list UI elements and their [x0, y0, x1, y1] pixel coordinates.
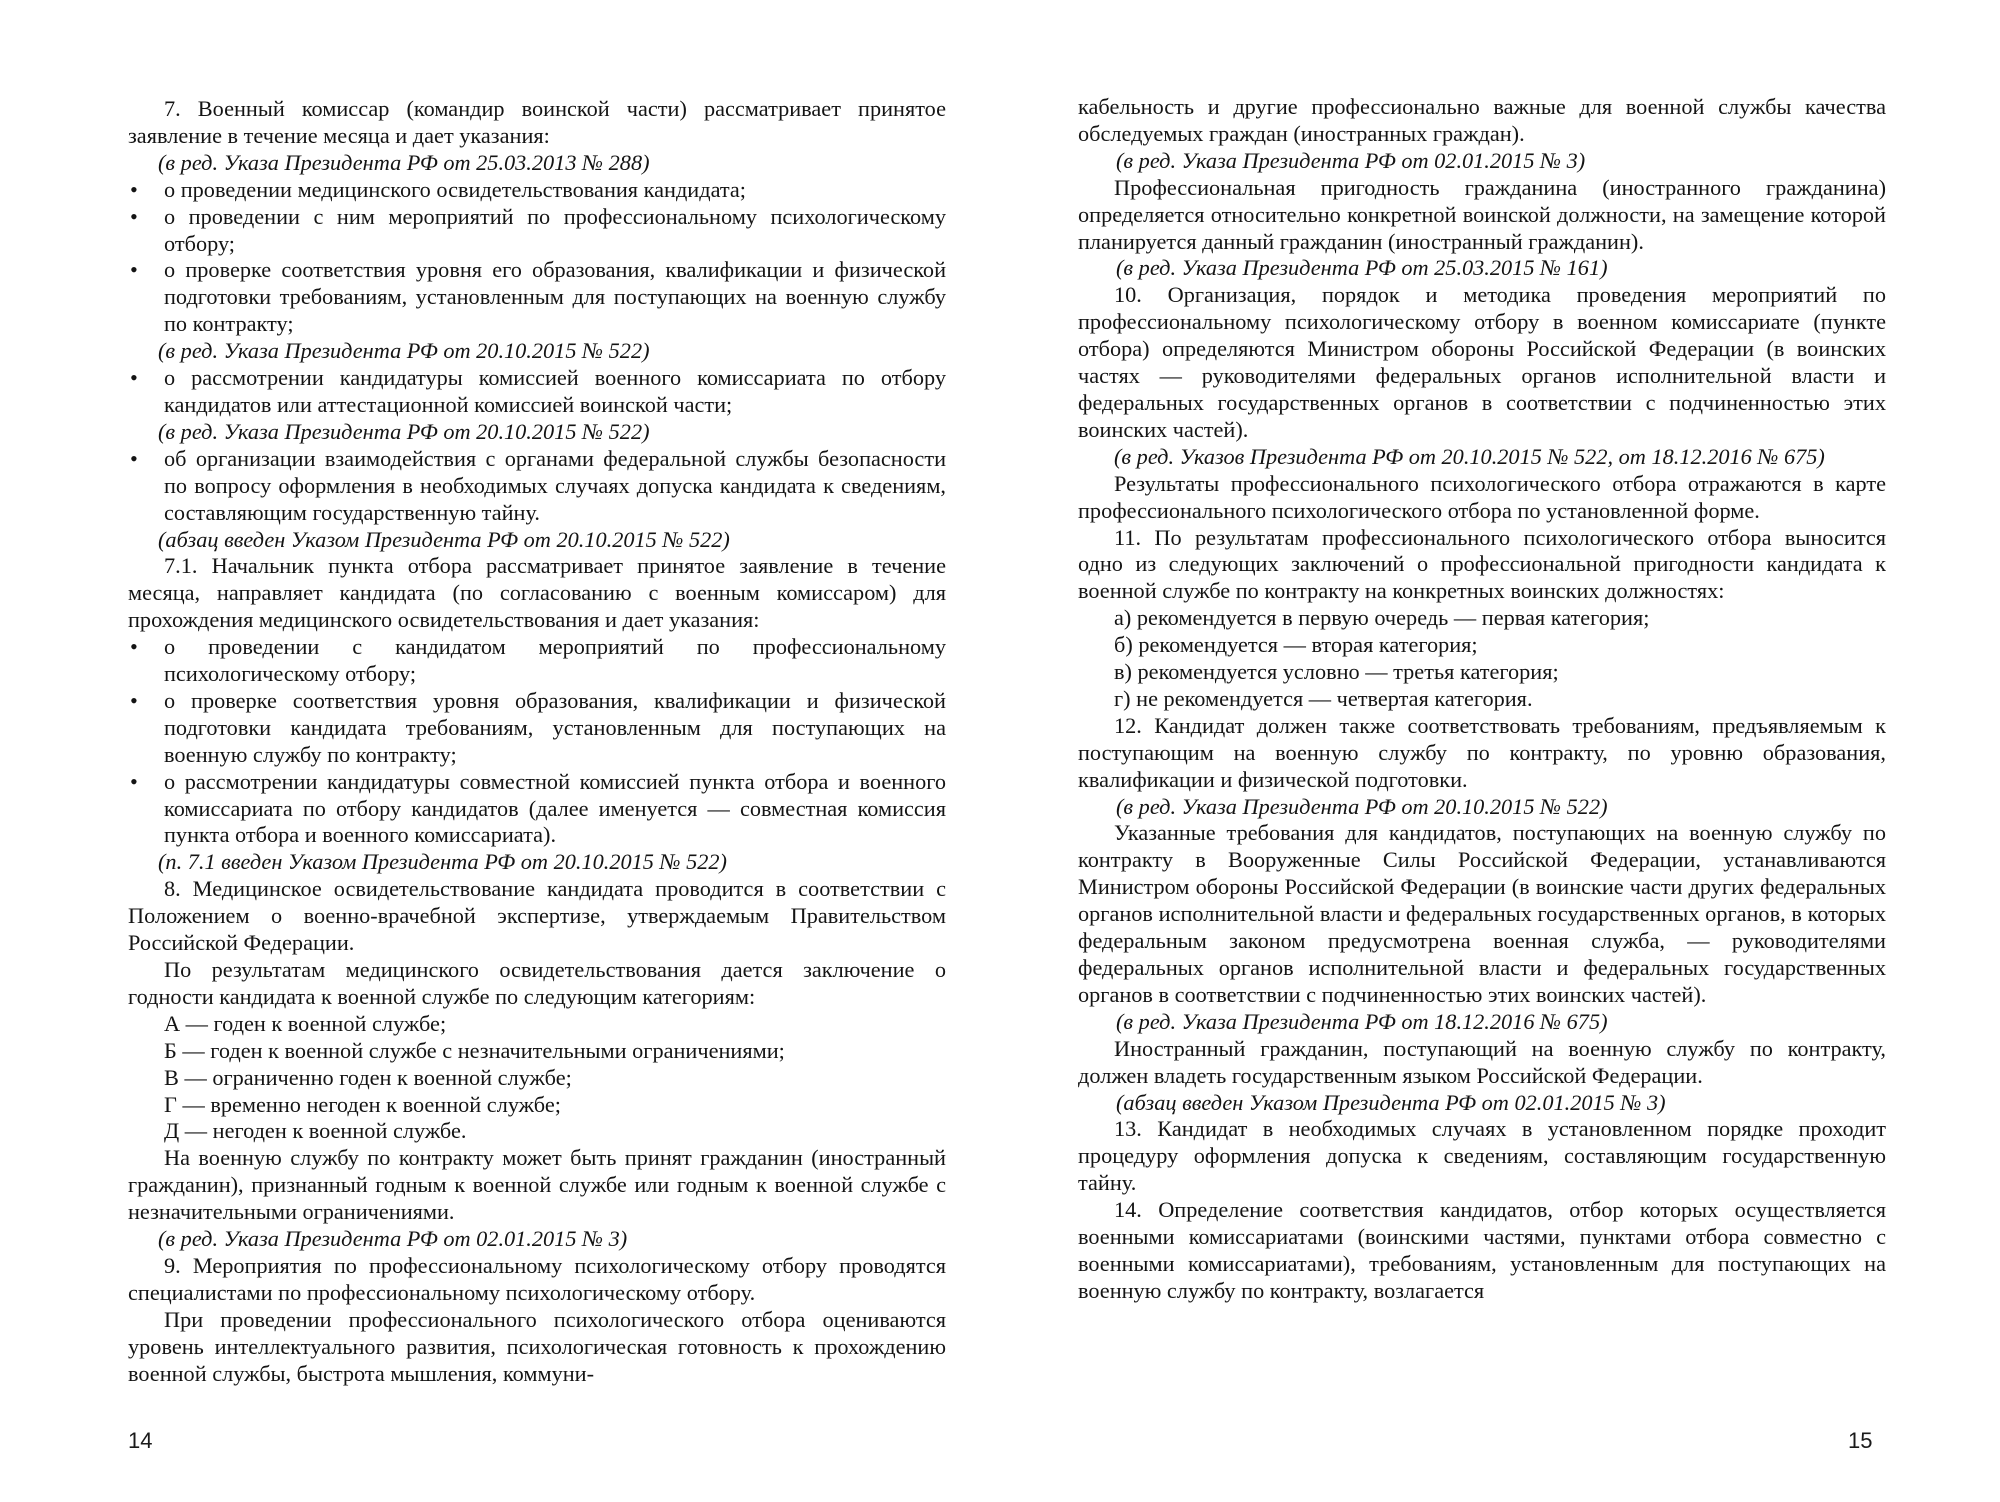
category-line: а) рекомендуется в первую очередь — первая категория;: [1114, 605, 1650, 631]
category-line: Д — негоден к военной службе.: [164, 1118, 467, 1144]
category-line: Б — годен к военной службе с незначительными ограничениями;: [164, 1037, 785, 1063]
editorial-note: (в ред. Указа Президента РФ от 25.03.2015 № 161): [1116, 255, 1608, 281]
paragraph: 8. Медицинское освидетельствование кандидата проводится в соответствии с Положением о военно-врачебной экспертизе, утверждаемым Правительством Российской Федерации.: [128, 876, 946, 956]
category-line: б) рекомендуется — вторая категория;: [1114, 632, 1478, 658]
paragraph-continuation: кабельность и другие профессионально важные для военной службы качества обследуемых граждан (иностранных граждан).: [1078, 94, 1886, 146]
editorial-note: (в ред. Указа Президента РФ от 18.12.2016 № 675): [1116, 1008, 1608, 1034]
list-item: • о рассмотрении кандидатуры совместной комиссией пункта отбора и военного комиссариата по отбору кандидатов (далее именуется — совместная комиссия пункта отбора и военного комиссариата).: [128, 769, 946, 850]
paragraph: 12. Кандидат должен также соответствовать требованиям, предъявляемым к поступающим на военную службу по контракту, по уровню образования, квалификации и физической подготовки.: [1078, 712, 1886, 792]
paragraph: 13. Кандидат в необходимых случаях в установленном порядке проходит процедуру оформления допуска к сведениям, составляющим государственную тайну.: [1078, 1116, 1886, 1196]
paragraph: 9. Мероприятия по профессиональному психологическому отбору проводятся специалистами по профессиональному психологическому отбору.: [128, 1252, 946, 1305]
editorial-note: (в ред. Указа Президента РФ от 20.10.2015 № 522): [158, 418, 650, 444]
paragraph: При проведении профессионального психологического отбора оцениваются уровень интеллектуального развития, психологическая готовность к прохождению военной службы, быстрота мышления, коммуни-: [128, 1306, 946, 1386]
paragraph: 11. По результатам профессионального психологического отбора выносится одно из следующих заключений о профессиональной пригодности кандидата к военной службе по контракту на конкретных воинских должностях:: [1078, 524, 1886, 604]
category-line: в) рекомендуется условно — третья категория;: [1114, 659, 1559, 685]
list-item: • о проверке соответствия уровня образования, квалификации и физической подготовки кандидата требованиям, установленным для поступающих на военную службу по контракту;: [128, 688, 946, 769]
editorial-note: (п. 7.1 введен Указом Президента РФ от 20.10.2015 № 522): [158, 849, 727, 875]
editorial-note: (в ред. Указа Президента РФ от 20.10.2015 № 522): [1116, 793, 1608, 819]
editorial-note: (абзац введен Указом Президента РФ от 20.10.2015 № 522): [158, 526, 730, 552]
paragraph: Иностранный гражданин, поступающий на военную службу по контракту, должен владеть государственным языком Российской Федерации.: [1078, 1035, 1886, 1088]
category-line: г) не рекомендуется — четвертая категория.: [1114, 685, 1533, 711]
category-line: В — ограниченно годен к военной службе;: [164, 1064, 572, 1090]
category-line: А — годен к военной службе;: [164, 1010, 447, 1036]
editorial-note: (абзац введен Указом Президента РФ от 02.01.2015 № 3): [1116, 1089, 1666, 1115]
paragraph: На военную службу по контракту может быть принят гражданин (иностранный гражданин), признанный годным к военной службе или годным к военной службе с незначительными ограничениями.: [128, 1145, 946, 1225]
list-item: • о проведении медицинского освидетельствования кандидата;: [128, 177, 946, 204]
paragraph: Результаты профессионального психологического отбора отражаются в карте профессионального психологического отбора по установленной форме.: [1078, 470, 1886, 523]
paragraph: По результатам медицинского освидетельствования дается заключение о годности кандидата к военной службе по следующим категориям:: [128, 957, 946, 1009]
paragraph: 10. Организация, порядок и методика проведения мероприятий по профессиональному психологическому отбору в военном комиссариате (пункте отбора) определяются Министром обороны Российской Федерации (в воинских частях — руководителями федеральных органов исполнительной власти и федеральных государственных органов в соответствии с подчиненностью этих воинских частей).: [1078, 282, 1886, 442]
paragraph: 7. Военный комиссар (командир воинской части) рассматривает принятое заявление в течение месяца и дает указания:: [128, 96, 946, 148]
editorial-note: (в ред. Указа Президента РФ от 02.01.2015 № 3): [1116, 147, 1586, 173]
list-item: • об организации взаимодействия с органами федеральной службы безопасности по вопросу оформления в необходимых случаях допуска кандидата к сведениям, составляющим государственную тайну.: [128, 446, 946, 527]
left-page-text: [128, 96, 946, 1388]
right-page-number: 15: [1848, 1428, 1873, 1453]
editorial-note: (в ред. Указа Президента РФ от 20.10.2015 № 522): [158, 338, 650, 364]
left-page-number: 14: [128, 1428, 153, 1453]
right-page-text: [1078, 94, 1886, 1305]
list-item: • о проведении с ним мероприятий по профессиональному психологическому отбору;: [128, 204, 946, 258]
paragraph: Профессиональная пригодность гражданина (иностранного гражданина) определяется относительно конкретной воинской должности, на замещение которой планируется данный гражданин (иностранный гражданин).: [1078, 174, 1886, 254]
list-item: • о рассмотрении кандидатуры комиссией военного комиссариата по отбору кандидатов или аттестационной комиссией воинской части;: [128, 365, 946, 419]
paragraph: Указанные требования для кандидатов, поступающих на военную службу по контракту в Вооруженные Силы Российской Федерации, устанавливаются Министром обороны Российской Федерации (в воинские части других федеральных органов исполнительной власти и федеральных государственных органов, в которых федеральным законом предусмотрена военная служба, — руководителями федеральных органов исполнительной власти и федеральных государственных органов в соответствии с подчиненностью этих воинских частей).: [1078, 820, 1886, 1007]
paragraph: 14. Определение соответствия кандидатов, отбор которых осуществляется военными комиссариатами (воинскими частями, пунктами отбора совместно с военными комиссариатами), требованиям, установленным для поступающих на военную службу по контракту, возлагается: [1078, 1197, 1886, 1303]
list-item: • о проверке соответствия уровня его образования, квалификации и физической подготовки требованиям, установленным для поступающих на военную службу по контракту;: [128, 257, 946, 338]
list-item: • о проведении с кандидатом мероприятий по профессиональному психологическому отбору;: [128, 634, 946, 688]
editorial-note: (в ред. Указа Президента РФ от 02.01.2015 № 3): [158, 1226, 628, 1252]
paragraph: 7.1. Начальник пункта отбора рассматривает принятое заявление в течение месяца, направляет кандидата (по согласованию с военным комиссаром) для прохождения медицинского освидетельствования и дает указания:: [128, 553, 946, 633]
category-line: Г — временно негоден к военной службе;: [164, 1091, 561, 1117]
editorial-note: (в ред. Указов Президента РФ от 20.10.2015 № 522, от 18.12.2016 № 675): [1114, 443, 1825, 469]
editorial-note: (в ред. Указа Президента РФ от 25.03.2013 № 288): [158, 149, 650, 175]
